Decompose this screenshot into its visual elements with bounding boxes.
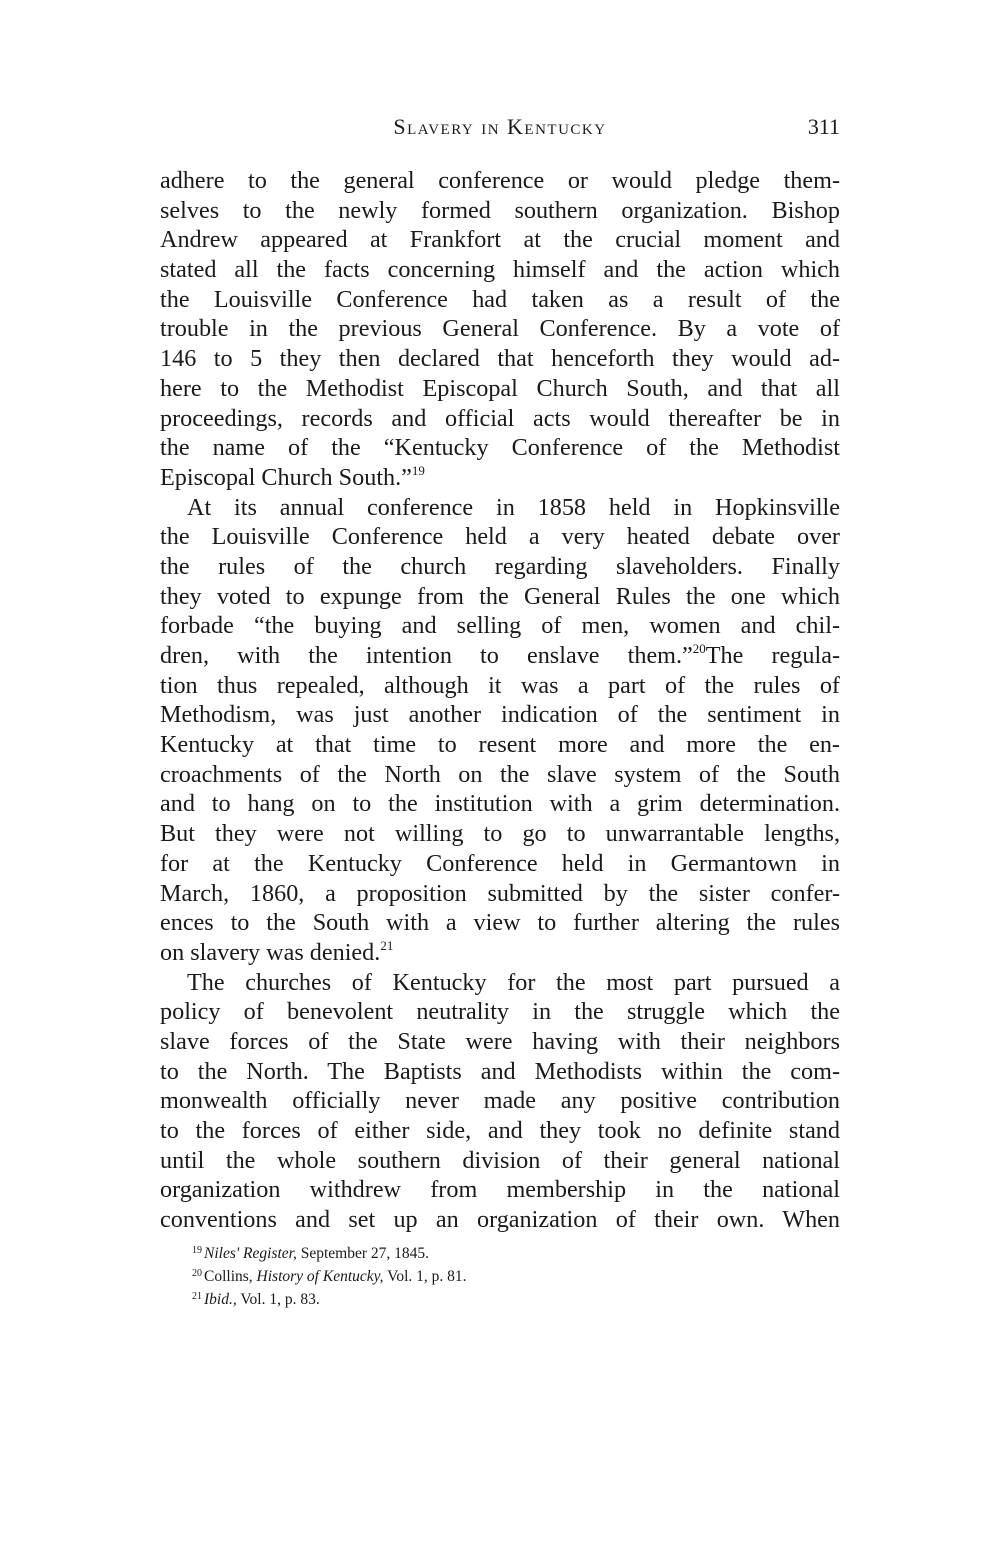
text-line: the Louisville Conference held a very heated debate over bbox=[160, 523, 840, 551]
paragraph-start-line: The churches of Kentucky for the most part pursued a bbox=[187, 968, 840, 996]
footnote-19 bbox=[192, 1242, 792, 1265]
footnote-title: Niles' Register, bbox=[204, 1245, 297, 1262]
text-line: organization withdrew from membership in the national bbox=[160, 1176, 840, 1204]
footnote-author: Collins, bbox=[204, 1268, 253, 1285]
text-line: here to the Methodist Episcopal Church South, and that all bbox=[160, 374, 840, 402]
footnote-title: Ibid., bbox=[204, 1291, 237, 1308]
text-line: monwealth officially never made any positive contribution bbox=[160, 1087, 840, 1115]
running-title: Slavery in Kentucky bbox=[393, 114, 607, 139]
footnote-20 bbox=[192, 1265, 792, 1288]
footnote-ref-20: 20 bbox=[692, 641, 706, 656]
text-line: proceedings, records and official acts would thereafter be in bbox=[160, 404, 840, 432]
text-line: the Louisville Conference had taken as a result of the bbox=[160, 285, 840, 313]
text-line bbox=[160, 463, 840, 493]
text-line: the rules of the church regarding slaveholders. Finally bbox=[160, 552, 840, 580]
text-line: to the North. The Baptists and Methodists within the com- bbox=[160, 1057, 840, 1085]
footnote-ref-21: 21 bbox=[380, 937, 394, 953]
line-text: The regula- bbox=[705, 642, 840, 669]
line-text: dren, with the intention to enslave them.” bbox=[160, 642, 693, 669]
footnote-detail: Vol. 1, p. 83. bbox=[240, 1291, 320, 1308]
running-head bbox=[160, 114, 840, 144]
text-line: for at the Kentucky Conference held in Germantown in bbox=[160, 849, 840, 877]
text-line: they voted to expunge from the General Rules the one which bbox=[160, 582, 840, 610]
text-line: conventions and set up an organization of their own. When bbox=[160, 1206, 840, 1234]
text-line: March, 1860, a proposition submitted by the sister confer- bbox=[160, 879, 840, 907]
text-line: and to hang on to the institution with a grim determination. bbox=[160, 790, 840, 818]
text-line: Kentucky at that time to resent more and more the en- bbox=[160, 731, 840, 759]
footnote-number: 19 bbox=[192, 1245, 202, 1256]
body-text bbox=[160, 166, 840, 1235]
page-number: 311 bbox=[807, 114, 840, 139]
footnote-ref-19: 19 bbox=[411, 462, 425, 478]
footnote-title: History of Kentucky, bbox=[256, 1268, 384, 1285]
footnote-detail: September 27, 1845. bbox=[300, 1245, 430, 1262]
text-line: trouble in the previous General Conference. By a vote of bbox=[160, 315, 840, 343]
text-line: Andrew appeared at Frankfort at the crucial moment and bbox=[160, 226, 840, 254]
line-text: on slavery was denied. bbox=[160, 938, 381, 966]
text-line bbox=[160, 938, 840, 968]
text-line: Methodism, was just another indication of the sentiment in bbox=[160, 701, 840, 729]
text-line: tion thus repealed, although it was a part of the rules of bbox=[160, 671, 840, 699]
text-line: forbade “the buying and selling of men, women and chil- bbox=[160, 612, 840, 640]
text-line: 146 to 5 they then declared that henceforth they would ad- bbox=[160, 345, 840, 373]
text-line: selves to the newly formed southern organization. Bishop bbox=[160, 196, 840, 224]
text-line: adhere to the general conference or would pledge them- bbox=[160, 167, 840, 194]
footnote-number: 21 bbox=[192, 1291, 202, 1302]
footnote-number: 20 bbox=[192, 1268, 202, 1279]
footnote-detail: Vol. 1, p. 81. bbox=[387, 1268, 467, 1285]
text-line: ences to the South with a view to further altering the rules bbox=[160, 909, 840, 937]
text-line: the name of the “Kentucky Conference of the Methodist bbox=[160, 434, 840, 462]
text-line: to the forces of either side, and they took no definite stand bbox=[160, 1117, 840, 1144]
text-line: slave forces of the State were having with their neighbors bbox=[160, 1027, 840, 1055]
text-line: until the whole southern division of their general national bbox=[160, 1146, 840, 1174]
line-text: Episcopal Church South.” bbox=[160, 463, 412, 491]
footnote-21 bbox=[192, 1288, 792, 1311]
text-line bbox=[160, 641, 840, 671]
text-line: But they were not willing to go to unwarrantable lengths, bbox=[160, 820, 840, 848]
text-line: croachments of the North on the slave system of the South bbox=[160, 760, 840, 788]
text-line: stated all the facts concerning himself and the action which bbox=[160, 256, 840, 284]
paragraph-start-line: At its annual conference in 1858 held in Hopkinsville bbox=[187, 493, 840, 521]
footnotes bbox=[192, 1242, 792, 1311]
text-line: policy of benevolent neutrality in the struggle which the bbox=[160, 998, 840, 1026]
